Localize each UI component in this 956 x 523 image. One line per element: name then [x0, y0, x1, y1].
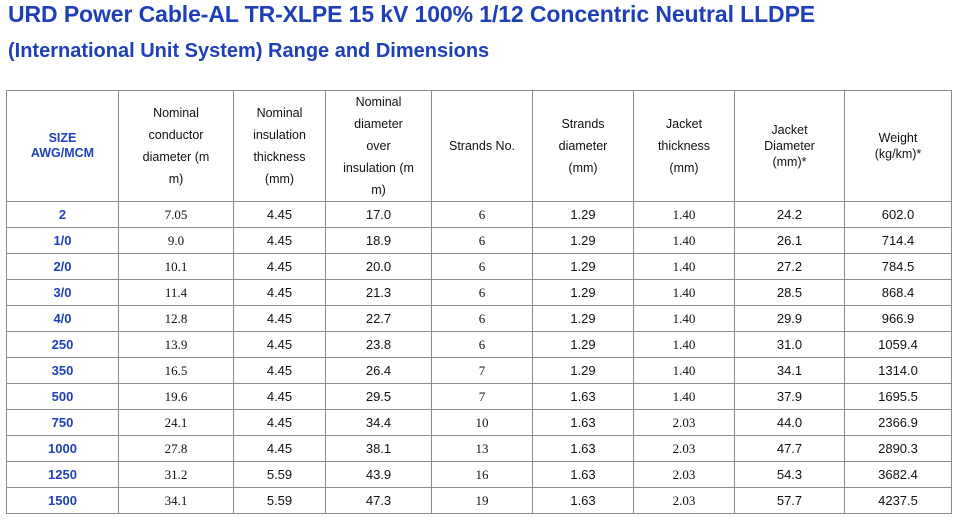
- cell-over-insulation: 38.1: [326, 436, 432, 462]
- table-row: [7, 488, 952, 514]
- cell-strands-no: 6: [432, 254, 533, 280]
- cell-strands-no: 6: [432, 306, 533, 332]
- cell-over-insulation: 23.8: [326, 332, 432, 358]
- header-conductor-diameter-label: Nominal conductor diameter (m m): [142, 106, 210, 186]
- cell-over-insulation: 29.5: [326, 384, 432, 410]
- cell-jacket-diameter: 27.2: [735, 254, 845, 280]
- table-row: [7, 384, 952, 410]
- cell-weight: 4237.5: [845, 488, 952, 514]
- cell-jacket-thickness: 2.03: [634, 462, 735, 488]
- header-weight-label: Weight (kg/km)*: [874, 131, 922, 161]
- cell-conductor: 24.1: [119, 410, 234, 436]
- cell-strands-no: 7: [432, 384, 533, 410]
- cell-strands-diameter: 1.63: [533, 488, 634, 514]
- cell-strands-no: 16: [432, 462, 533, 488]
- cell-size: 2: [7, 202, 119, 228]
- cell-conductor: 19.6: [119, 384, 234, 410]
- table-row: [7, 462, 952, 488]
- cell-size: 1000: [7, 436, 119, 462]
- cell-over-insulation: 26.4: [326, 358, 432, 384]
- cell-jacket-thickness: 1.40: [634, 306, 735, 332]
- cell-jacket-diameter: 24.2: [735, 202, 845, 228]
- cell-weight: 868.4: [845, 280, 952, 306]
- cell-jacket-diameter: 57.7: [735, 488, 845, 514]
- cell-jacket-diameter: 28.5: [735, 280, 845, 306]
- cell-jacket-diameter: 54.3: [735, 462, 845, 488]
- cell-conductor: 10.1: [119, 254, 234, 280]
- cell-weight: 602.0: [845, 202, 952, 228]
- table-header-row: [7, 91, 952, 202]
- cell-strands-no: 6: [432, 332, 533, 358]
- cell-conductor: 34.1: [119, 488, 234, 514]
- cell-strands-diameter: 1.29: [533, 306, 634, 332]
- cell-strands-no: 6: [432, 228, 533, 254]
- cell-strands-diameter: 1.63: [533, 384, 634, 410]
- cell-weight: 784.5: [845, 254, 952, 280]
- header-size-label: SIZE AWG/MCM: [30, 131, 95, 160]
- cell-over-insulation: 17.0: [326, 202, 432, 228]
- cell-jacket-thickness: 2.03: [634, 436, 735, 462]
- header-strands-diameter: [533, 91, 634, 202]
- header-jacket-diameter-label: Jacket Diameter (mm)*: [764, 123, 815, 169]
- cell-conductor: 27.8: [119, 436, 234, 462]
- header-conductor-diameter: [119, 91, 234, 202]
- cell-strands-no: 13: [432, 436, 533, 462]
- cell-strands-no: 10: [432, 410, 533, 436]
- cell-insulation: 4.45: [234, 332, 326, 358]
- cell-jacket-diameter: 47.7: [735, 436, 845, 462]
- cell-insulation: 5.59: [234, 462, 326, 488]
- cell-insulation: 4.45: [234, 280, 326, 306]
- cell-over-insulation: 20.0: [326, 254, 432, 280]
- table-row: [7, 410, 952, 436]
- header-jacket-diameter: [735, 91, 845, 202]
- cell-strands-diameter: 1.29: [533, 202, 634, 228]
- header-size: [7, 91, 119, 202]
- cell-strands-diameter: 1.29: [533, 228, 634, 254]
- cell-jacket-diameter: 31.0: [735, 332, 845, 358]
- cell-jacket-thickness: 1.40: [634, 254, 735, 280]
- cell-weight: 3682.4: [845, 462, 952, 488]
- cell-strands-no: 7: [432, 358, 533, 384]
- table-row: [7, 280, 952, 306]
- cell-size: 1/0: [7, 228, 119, 254]
- page-subtitle: (International Unit System) Range and Dimensions: [8, 40, 490, 62]
- cell-jacket-thickness: 1.40: [634, 280, 735, 306]
- cell-size: 1250: [7, 462, 119, 488]
- cell-over-insulation: 21.3: [326, 280, 432, 306]
- cell-conductor: 7.05: [119, 202, 234, 228]
- table-row: [7, 332, 952, 358]
- cell-conductor: 16.5: [119, 358, 234, 384]
- cell-insulation: 4.45: [234, 254, 326, 280]
- cell-conductor: 13.9: [119, 332, 234, 358]
- cell-weight: 1314.0: [845, 358, 952, 384]
- cell-strands-diameter: 1.29: [533, 358, 634, 384]
- header-strands-no: [432, 91, 533, 202]
- cell-jacket-diameter: 37.9: [735, 384, 845, 410]
- cell-insulation: 4.45: [234, 410, 326, 436]
- cell-weight: 966.9: [845, 306, 952, 332]
- cell-size: 750: [7, 410, 119, 436]
- cell-size: 500: [7, 384, 119, 410]
- cell-size: 1500: [7, 488, 119, 514]
- cell-strands-no: 6: [432, 202, 533, 228]
- table-row: [7, 202, 952, 228]
- cell-conductor: 11.4: [119, 280, 234, 306]
- header-insulation-thickness-label: Nominal insulation thickness (mm): [253, 106, 306, 186]
- dimensions-table: [6, 90, 952, 514]
- header-weight: [845, 91, 952, 202]
- cell-jacket-thickness: 1.40: [634, 358, 735, 384]
- cell-insulation: 4.45: [234, 306, 326, 332]
- cell-insulation: 5.59: [234, 488, 326, 514]
- header-strands-no-label: Strands No.: [448, 139, 515, 153]
- cell-weight: 1059.4: [845, 332, 952, 358]
- cell-weight: 1695.5: [845, 384, 952, 410]
- cell-jacket-diameter: 34.1: [735, 358, 845, 384]
- cell-strands-diameter: 1.29: [533, 332, 634, 358]
- cell-conductor: 31.2: [119, 462, 234, 488]
- cell-weight: 2366.9: [845, 410, 952, 436]
- cell-over-insulation: 18.9: [326, 228, 432, 254]
- cell-insulation: 4.45: [234, 228, 326, 254]
- cell-jacket-diameter: 29.9: [735, 306, 845, 332]
- cell-over-insulation: 22.7: [326, 306, 432, 332]
- cell-jacket-thickness: 2.03: [634, 410, 735, 436]
- header-insulation-thickness: [234, 91, 326, 202]
- cell-over-insulation: 34.4: [326, 410, 432, 436]
- cell-size: 4/0: [7, 306, 119, 332]
- cell-conductor: 12.8: [119, 306, 234, 332]
- cell-strands-no: 19: [432, 488, 533, 514]
- table-row: [7, 254, 952, 280]
- cell-weight: 2890.3: [845, 436, 952, 462]
- page-title: URD Power Cable-AL TR-XLPE 15 kV 100% 1/12 Concentric Neutral LLDPE: [8, 1, 816, 27]
- cell-jacket-thickness: 1.40: [634, 202, 735, 228]
- cell-insulation: 4.45: [234, 384, 326, 410]
- cell-insulation: 4.45: [234, 202, 326, 228]
- cell-jacket-thickness: 2.03: [634, 488, 735, 514]
- header-diameter-over-insulation-label: Nominal diameter over insulation (m m): [343, 95, 414, 197]
- cell-over-insulation: 43.9: [326, 462, 432, 488]
- cell-insulation: 4.45: [234, 358, 326, 384]
- table-row: [7, 358, 952, 384]
- table-row: [7, 436, 952, 462]
- cell-size: 3/0: [7, 280, 119, 306]
- cell-conductor: 9.0: [119, 228, 234, 254]
- cell-jacket-diameter: 44.0: [735, 410, 845, 436]
- cell-jacket-thickness: 1.40: [634, 228, 735, 254]
- table-row: [7, 306, 952, 332]
- cell-size: 2/0: [7, 254, 119, 280]
- cell-strands-diameter: 1.63: [533, 436, 634, 462]
- header-jacket-thickness-label: Jacket thickness (mm): [657, 117, 711, 175]
- table-row: [7, 228, 952, 254]
- cell-weight: 714.4: [845, 228, 952, 254]
- table-body: [7, 202, 952, 514]
- header-diameter-over-insulation: [326, 91, 432, 202]
- cell-over-insulation: 47.3: [326, 488, 432, 514]
- cell-strands-no: 6: [432, 280, 533, 306]
- cell-jacket-diameter: 26.1: [735, 228, 845, 254]
- cell-strands-diameter: 1.29: [533, 254, 634, 280]
- cell-jacket-thickness: 1.40: [634, 384, 735, 410]
- header-strands-diameter-label: Strands diameter (mm): [558, 117, 608, 175]
- cell-size: 350: [7, 358, 119, 384]
- cell-jacket-thickness: 1.40: [634, 332, 735, 358]
- header-jacket-thickness: [634, 91, 735, 202]
- cell-strands-diameter: 1.63: [533, 410, 634, 436]
- cell-strands-diameter: 1.63: [533, 462, 634, 488]
- cell-size: 250: [7, 332, 119, 358]
- cell-insulation: 4.45: [234, 436, 326, 462]
- cell-strands-diameter: 1.29: [533, 280, 634, 306]
